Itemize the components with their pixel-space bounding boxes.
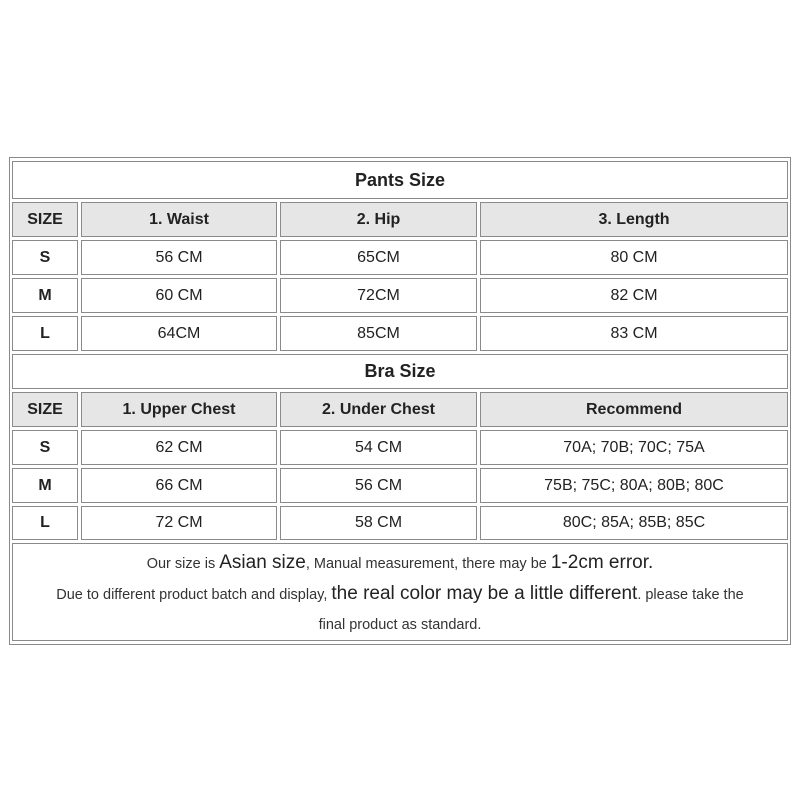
pants-header-length: 3. Length: [480, 202, 788, 237]
table-cell: 54 CM: [280, 430, 477, 465]
table-cell: 82 CM: [480, 278, 788, 313]
note-line-1: [13, 552, 787, 574]
table-cell: 80 CM: [480, 240, 788, 275]
note-text: Our size is: [146, 556, 220, 572]
note-text: . please take the: [637, 587, 744, 603]
table-cell: M: [12, 468, 78, 503]
note-line-2: [13, 583, 787, 605]
table-cell: 56 CM: [280, 468, 477, 503]
note-text: , Manual measurement, there may be: [305, 556, 551, 572]
note-emphasis: the real color may be a little different: [331, 583, 638, 604]
table-cell: 58 CM: [280, 506, 477, 540]
table-cell: 66 CM: [81, 468, 277, 503]
note-emphasis: Asian size: [219, 552, 306, 573]
table-cell: 85CM: [280, 316, 477, 351]
table-cell: 64CM: [81, 316, 277, 351]
table-cell: 80C; 85A; 85B; 85C: [480, 506, 788, 540]
bra-header-upper-chest: 1. Upper Chest: [81, 392, 277, 427]
table-cell: 83 CM: [480, 316, 788, 351]
table-cell: 65CM: [280, 240, 477, 275]
size-note: [12, 543, 788, 641]
table-cell: S: [12, 430, 78, 465]
table-cell: 62 CM: [81, 430, 277, 465]
note-line-3: [13, 617, 787, 633]
pants-header-hip: 2. Hip: [280, 202, 477, 237]
pants-header-waist: 1. Waist: [81, 202, 277, 237]
table-cell: 60 CM: [81, 278, 277, 313]
bra-header-recommend: Recommend: [480, 392, 788, 427]
table-cell: 72 CM: [81, 506, 277, 540]
table-cell: 56 CM: [81, 240, 277, 275]
pants-header-size: SIZE: [12, 202, 78, 237]
table-cell: 75B; 75C; 80A; 80B; 80C: [480, 468, 788, 503]
bra-header-under-chest: 2. Under Chest: [280, 392, 477, 427]
table-cell: L: [12, 506, 78, 540]
table-cell: 72CM: [280, 278, 477, 313]
note-emphasis: 1-2cm error: [550, 552, 648, 573]
note-text: .: [648, 552, 654, 573]
bra-size-title: Bra Size: [12, 354, 788, 389]
note-text: Due to different product batch and display,: [56, 587, 332, 603]
table-cell: L: [12, 316, 78, 351]
table-cell: 70A; 70B; 70C; 75A: [480, 430, 788, 465]
bra-header-size: SIZE: [12, 392, 78, 427]
note-text: final product as standard.: [318, 617, 482, 633]
table-cell: M: [12, 278, 78, 313]
pants-size-title: Pants Size: [12, 161, 788, 199]
table-cell: S: [12, 240, 78, 275]
